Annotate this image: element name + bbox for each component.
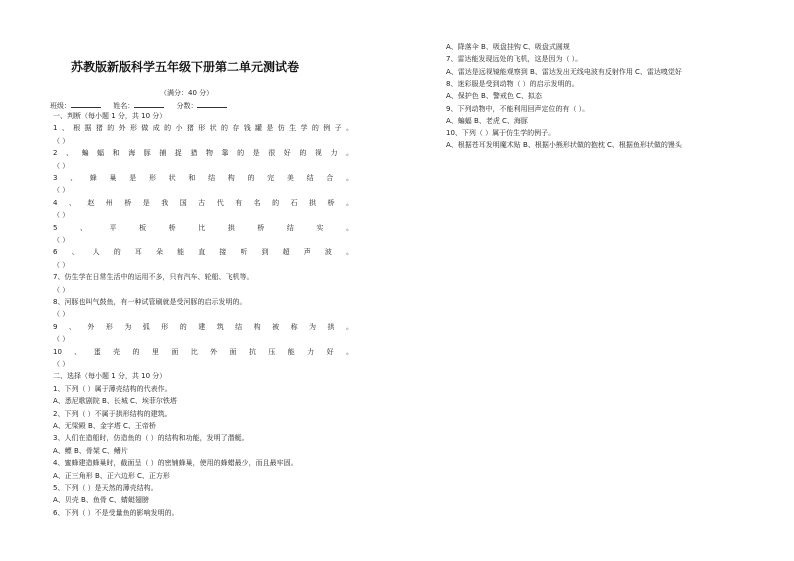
question-line: 二、选择（每小题 1 分，共 10 分） — [53, 372, 167, 381]
question-line: 10、蛋壳的里面比外面抗压能力好。 — [53, 347, 353, 356]
question-line: A、正三角形 B、正六边形 C、正方形 — [53, 471, 170, 480]
question-line: A、保护色 B、警戒色 C、拟态 — [446, 92, 542, 101]
question-line: 7、仿生学在日常生活中的运用不多，只有汽车、轮船、飞机等。 — [53, 273, 254, 282]
question-line: （ ） — [53, 335, 70, 344]
question-line: 9、外形为弧形的建筑结构被称为拱。 — [53, 322, 353, 331]
question-line: A、鳔 B、骨架 C、鳍片 — [53, 446, 128, 455]
question-line: 5、下列（ ）是天然的薄壳结构。 — [53, 484, 158, 492]
question-line: 8、河豚也叫气鼓鱼，有一种试管刷就是受河豚的启示发明的。 — [53, 298, 247, 306]
question-line: 3、蜂巢是形状和结构的完美结合。 — [53, 174, 353, 182]
question-line: 3、人们在造船时，仿造鱼的（ ）的结构和功能，发明了潜艇。 — [53, 434, 249, 443]
page-title: 苏教版新版科学五年级下册第二单元测试卷 — [70, 60, 299, 74]
mark-label: 分数： — [176, 102, 198, 110]
question-line: 2、下列（ ）不属于拱形结构的建筑。 — [53, 409, 172, 418]
question-line: 2、蝙蝠和海豚捕捉猎物靠的是很好的视力。 — [53, 149, 353, 158]
name-field[interactable] — [134, 107, 164, 108]
question-line: A、悉尼歌剧院 B、长城 C、埃菲尔铁塔 — [53, 397, 177, 406]
class-field[interactable] — [71, 107, 101, 108]
question-line: 4、赵州桥是我国古代有名的石拱桥。 — [53, 198, 353, 207]
question-line: 7、雷达能发现远处的飞机，这是因为（ ）。 — [446, 55, 583, 64]
class-label: 班级： — [50, 102, 71, 110]
question-line: 9、下列动物中，不能利用回声定位的有（ ）。 — [446, 104, 590, 113]
question-line: 6、下列（ ）不是受量鱼的影响发明的。 — [53, 508, 179, 517]
question-line: 5、平板桥比拱桥结实。 — [53, 223, 353, 232]
question-line: A、蝙蝠 B、老虎 C、海豚 — [446, 116, 528, 125]
question-line: A、贝壳 B、鱼骨 C、蜻蜓翅膀 — [53, 496, 149, 505]
question-line: 1、根据猪的外形做成的小猪形状的存钱罐是仿生学的例子。 — [53, 124, 353, 133]
question-line: （ ） — [53, 360, 70, 368]
question-line: 6、人的耳朵能直接听到超声波。 — [53, 248, 353, 257]
question-line: 4、蜜蜂建造蜂巢时，截面呈（ ）的密铺蜂巢，使用的蜂蜡最少，而且最牢固。 — [53, 459, 298, 468]
score-total: （满分：40 分） — [160, 89, 214, 97]
question-line: （ ） — [53, 285, 70, 294]
question-line: A、无梁殿 B、金字塔 C、王帝桥 — [53, 422, 156, 430]
question-line: （ ） — [53, 136, 70, 145]
question-line: （ ） — [53, 260, 70, 269]
question-line: A、雷达是远视镜能观察到 B、雷达发出无线电波有反射作用 C、雷达嗅觉好 — [446, 67, 682, 76]
name-label: 姓名： — [113, 102, 135, 110]
mark-field[interactable] — [197, 107, 227, 108]
question-line: （ ） — [53, 186, 70, 195]
question-line: A、降落伞 B、吸盘挂钩 C、吸盘式圆规 — [446, 43, 570, 51]
question-line: 10、下列（ ）属于仿生学的例子。 — [446, 129, 556, 138]
question-line: （ ） — [53, 161, 70, 170]
question-line: （ ） — [53, 236, 70, 244]
question-line: 8、迷彩服是受到动物（ ）的启示发明的。 — [446, 79, 579, 88]
question-line: （ ） — [53, 211, 70, 220]
question-line: A、根据苍耳发明魔术贴 B、根据小熊形状做的抱枕 C、根据鱼形状做的馒头 — [446, 141, 682, 150]
question-line: 一、判断（每小题 1 分，共 10 分） — [53, 112, 167, 120]
student-info — [50, 101, 237, 111]
question-line: （ ） — [53, 310, 70, 319]
question-line: 1、下列（ ）属于薄壳结构的代表作。 — [53, 384, 172, 393]
